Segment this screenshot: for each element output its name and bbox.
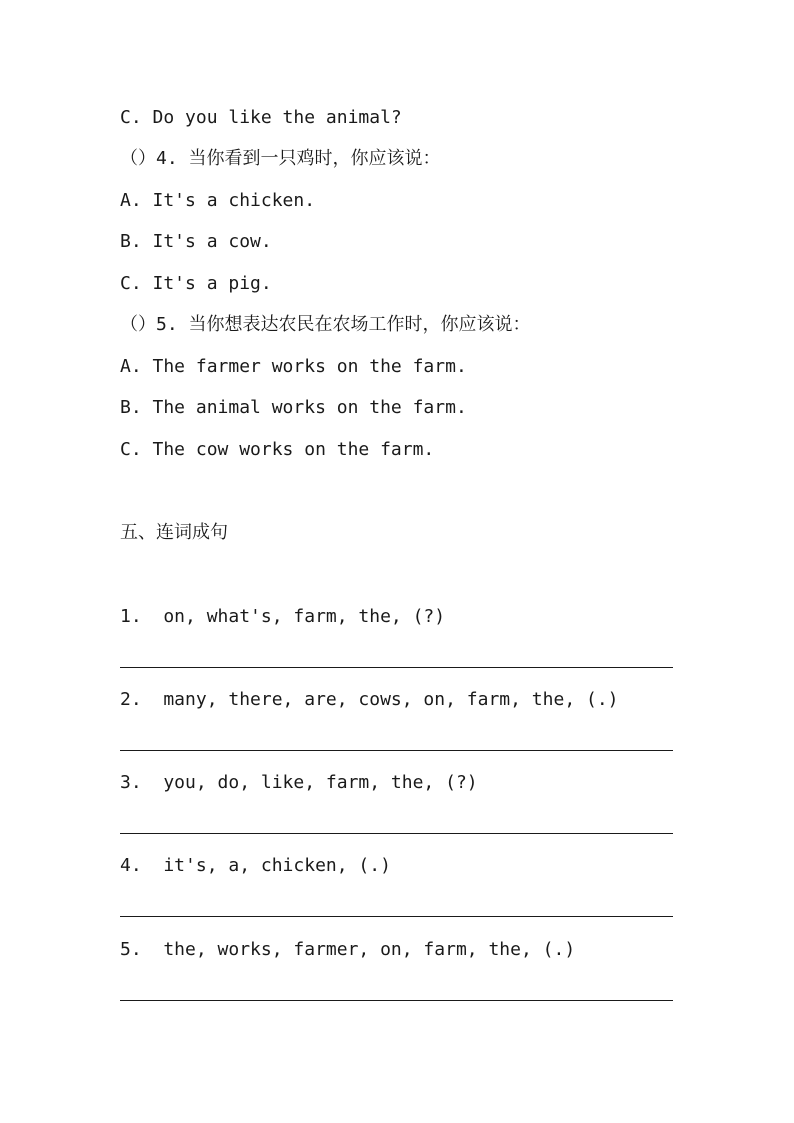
q4-option-a: A. It's a chicken. <box>120 190 316 211</box>
answer-line-2 <box>120 750 673 751</box>
scramble-item-4: 4. it's, a, chicken, (.) <box>120 855 391 876</box>
scramble-item-3: 3. you, do, like, farm, the, (?) <box>120 772 478 793</box>
scramble-item-2: 2. many, there, are, cows, on, farm, the, (.) <box>120 689 619 710</box>
answer-line-1 <box>120 667 673 668</box>
q5-option-a: A. The farmer works on the farm. <box>120 356 467 377</box>
q4-prompt: （）4. 当你看到一只鸡时，你应该说： <box>120 148 441 169</box>
q4-option-c: C. It's a pig. <box>120 273 272 294</box>
q5-option-b: B. The animal works on the farm. <box>120 397 467 418</box>
section-heading: 五、连词成句 <box>120 522 228 543</box>
answer-line-4 <box>120 916 673 917</box>
q5-option-c: C. The cow works on the farm. <box>120 439 435 460</box>
answer-line-5 <box>120 1000 673 1001</box>
scramble-item-1: 1. on, what's, farm, the, (?) <box>120 606 446 627</box>
scramble-item-5: 5. the, works, farmer, on, farm, the, (.) <box>120 939 576 960</box>
answer-line-3 <box>120 833 673 834</box>
q3-option-c: C. Do you like the animal? <box>120 107 402 128</box>
q4-option-b: B. It's a cow. <box>120 231 272 252</box>
q5-prompt: （）5. 当你想表达农民在农场工作时，你应该说： <box>120 314 531 335</box>
